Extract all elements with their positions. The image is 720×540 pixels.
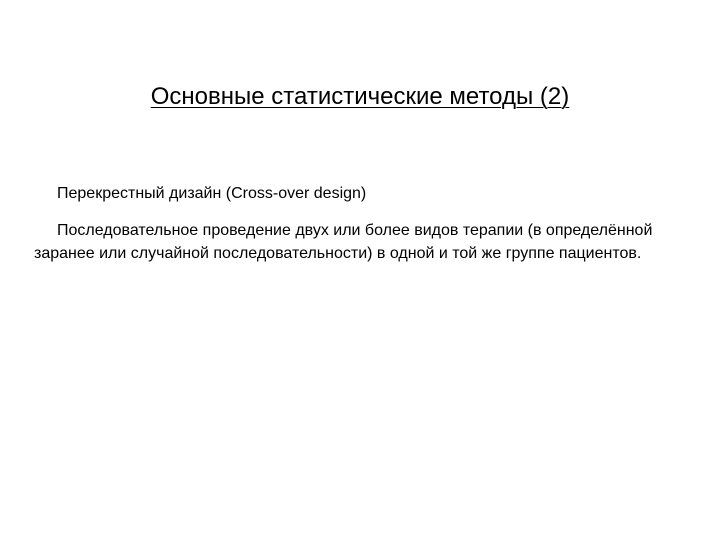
slide-body-text: Последовательное проведение двух или более видов терапии (в определённой заранее или случайной последовательности) в одной и той же группе пациентов. bbox=[34, 222, 653, 262]
slide-subtitle: Перекрестный дизайн (Cross-over design) bbox=[57, 185, 367, 202]
slide-title: Основные статистические методы (2) bbox=[150, 83, 570, 110]
